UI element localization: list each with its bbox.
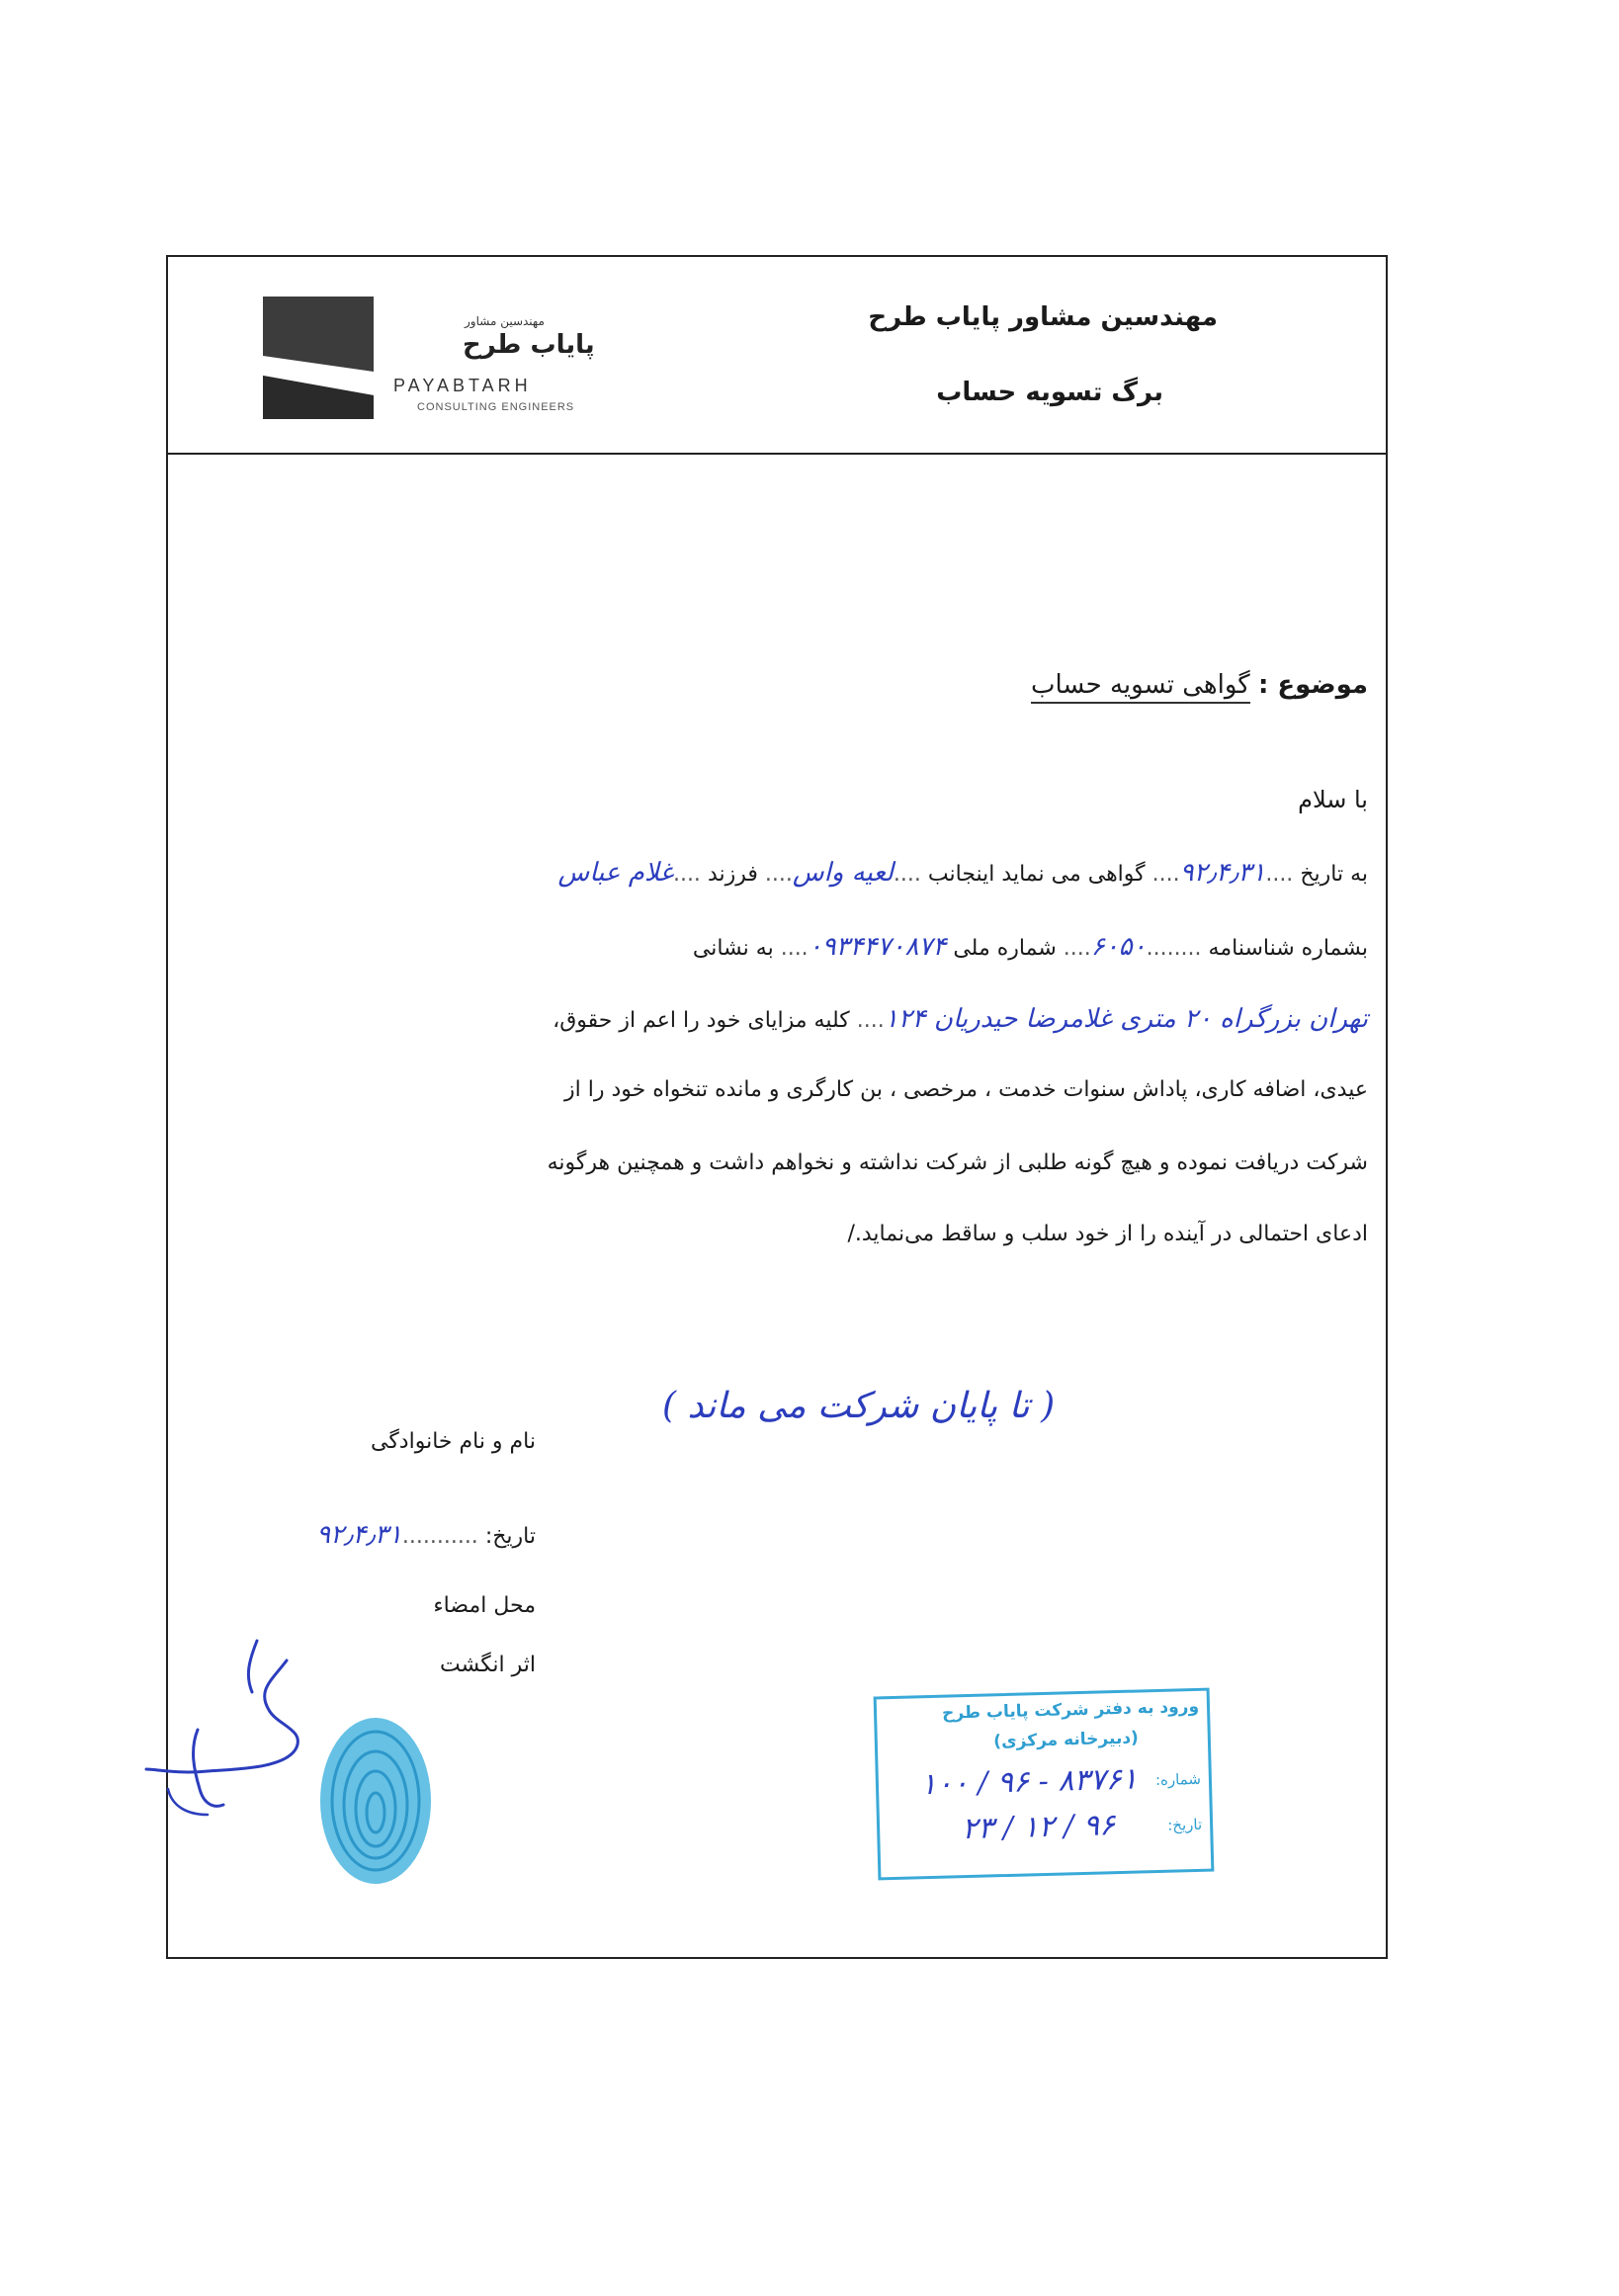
stamp-number-value: ۸۳۷۶۱ - ۹۶ / ۱۰۰ [919, 1761, 1139, 1803]
handwritten-address: تهران بزرگراه ۲۰ متری غلامرضا حیدریان ۱۲۴ [884, 1004, 1368, 1034]
stamp-date-value: ۹۶ / ۱۲ / ۲۳ [961, 1808, 1116, 1847]
logo-subtitle-fa: مهندسین مشاور [465, 314, 545, 328]
document-header [168, 257, 1386, 455]
text-address: به نشانی [692, 936, 774, 961]
body-line-3: تهران بزرگراه ۲۰ متری غلامرضا حیدریان ۱۲۴.... کلیه مزایای خود را اعم از حقوق، [553, 1004, 1368, 1034]
text-benefits: کلیه مزایای خود را اعم از حقوق، [553, 1008, 850, 1033]
signature-place-label: محل امضاء [433, 1593, 536, 1618]
greeting: با سلام [1298, 786, 1368, 813]
logo-name-fa: پایاب طرح [463, 330, 595, 360]
body-line-6: ادعای احتمالی در آینده را از خود سلب و ساقط می‌نماید./ [847, 1222, 1368, 1246]
handwritten-note: ( تا پایان شرکت می ماند ) [662, 1386, 1056, 1426]
body-line-2: بشماره شناسنامه ........۶۰۵۰.... شماره ملی ۰۹۳۴۴۷۰۸۷۴.... به نشانی [692, 932, 1368, 962]
stamp-subtitle: (دبیرخانه مرکزی) [993, 1728, 1140, 1752]
text-date-prefix: به تاریخ [1300, 862, 1368, 887]
signature-icon [138, 1621, 336, 1842]
fingerprint-icon [311, 1710, 440, 1892]
text-child-of: فرزند [707, 862, 758, 887]
stamp-date-label: تاریخ: [1166, 1815, 1203, 1834]
text-certifies: گواهی می نماید اینجانب [927, 862, 1146, 887]
date-label: تاریخ: [484, 1524, 536, 1549]
handwritten-national-id: ۰۹۳۴۴۷۰۸۷۴ [808, 932, 947, 962]
company-logo-icon [263, 297, 374, 419]
body-line-1: به تاریخ ....۹۲٫۴٫۳۱.... گواهی می نماید اینجانب ....لعیه واس.... فرزند ....غلام عباس [557, 858, 1368, 888]
form-title: برگ تسویه حساب [936, 378, 1163, 407]
fingerprint-label: اثر انگشت [440, 1653, 536, 1677]
full-name-label: نام و نام خانوادگی [370, 1429, 536, 1454]
stamp-title: ورود به دفتر شرکت پایاب طرح [941, 1696, 1200, 1724]
handwritten-date: ۹۲٫۴٫۳۱ [1179, 858, 1266, 888]
logo-name-en: PAYABTARH [393, 376, 532, 395]
handwritten-signature-date: ۹۲٫۴٫۳۱ [316, 1520, 402, 1550]
subject-line [1031, 670, 1368, 700]
handwritten-id-number: ۶۰۵۰ [1090, 932, 1147, 962]
signature-date-line: تاریخ: ...........۹۲٫۴٫۳۱ [316, 1520, 536, 1550]
text-national-id: شماره ملی [953, 936, 1057, 961]
body-line-4: عیدی، اضافه کاری، پاداش سنوات خدمت ، مرخصی ، بن کارگری و مانده تنخواه خود را از [564, 1077, 1368, 1102]
handwritten-name: لعیه واس [792, 858, 894, 888]
subject-value: گواهی تسویه حساب [1031, 670, 1250, 704]
body-line-5: شرکت دریافت نموده و هیچ گونه طلبی از شرکت نداشته و نخواهم داشت و همچنین هرگونه [547, 1150, 1368, 1175]
logo-subtitle-en: CONSULTING ENGINEERS [417, 401, 575, 413]
stamp-number-label: شماره: [1154, 1769, 1202, 1790]
registry-stamp [874, 1688, 1215, 1881]
handwritten-father-name: غلام عباس [557, 858, 673, 888]
text-id-number: بشماره شناسنامه [1208, 936, 1368, 961]
subject-label: موضوع : [1257, 670, 1368, 700]
form-frame [166, 255, 1388, 1959]
company-name: مهندسین مشاور پایاب طرح [868, 302, 1218, 332]
